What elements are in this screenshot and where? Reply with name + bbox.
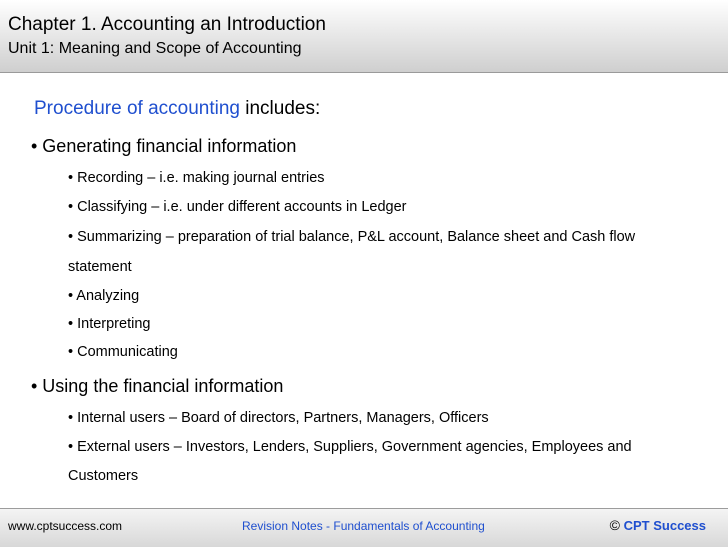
unit-subtitle: Unit 1: Meaning and Scope of Accounting [8,40,302,57]
list-item-interpreting: • Interpreting [68,316,151,332]
website-link[interactable]: www.cptsuccess.com [8,519,123,533]
list-item-external-users: • External users – Investors, Lenders, Suppliers, Government agencies, Employees and [68,439,632,455]
slide-footer [0,508,728,547]
section-bullet-using: • Using the financial information [31,376,284,396]
list-item-internal-users: • Internal users – Board of directors, Partners, Managers, Officers [68,410,489,426]
chapter-title: Chapter 1. Accounting an Introduction [8,14,326,35]
heading-accent: Procedure of accounting [34,98,240,119]
list-item-summarizing: • Summarizing – preparation of trial balance, P&L account, Balance sheet and Cash flow [68,229,636,245]
footer-title: Revision Notes - Fundamentals of Accounting [242,519,485,533]
list-item-summarizing-cont: statement [68,259,132,275]
list-item-classifying: • Classifying – i.e. under different accounts in Ledger [68,199,407,215]
heading-rest: includes: [239,98,321,119]
section-bullet-generating: • Generating financial information [31,136,297,156]
copyright [610,517,706,533]
brand-name: CPT Success [623,518,706,533]
list-item-recording: • Recording – i.e. making journal entries [68,170,325,186]
slide-header [0,0,728,73]
list-item-communicating: • Communicating [68,344,178,360]
procedure-heading [34,98,320,120]
copyright-icon: © [609,517,620,533]
list-item-external-users-cont: Customers [68,468,139,484]
list-item-analyzing: • Analyzing [68,288,140,304]
